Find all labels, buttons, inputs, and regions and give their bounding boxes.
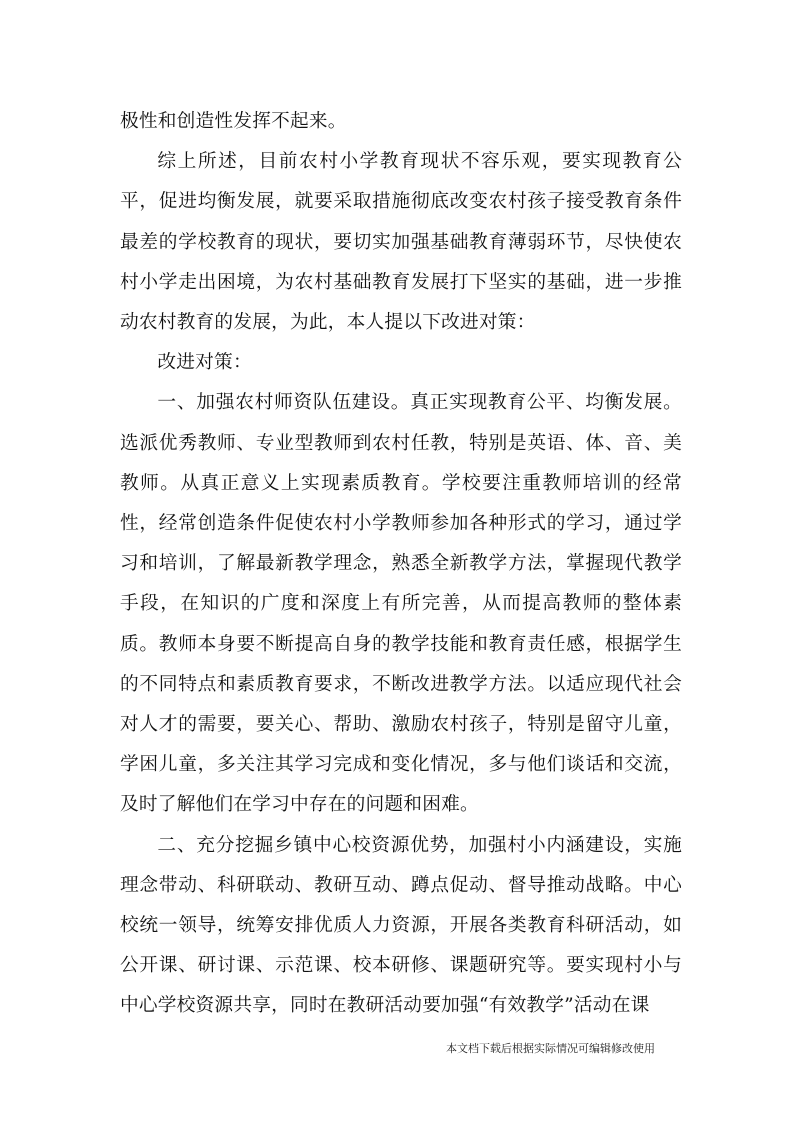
paragraph-summary: 综上所述，目前农村小学教育现状不容乐观，要实现教育公平，促进均衡发展，就要采取措施彻底改变农村孩子接受教育条件最差的学校教育的现状，要切实加强基础教育薄弱环节，尽快使农村小学走出困境，为农村基础教育发展打下坚实的基础，进一步推动农村教育的发展，为此，本人提以下改进对策： [120,151,682,334]
paragraph-measure-two: 二、充分挖掘乡镇中心校资源优势，加强村小内涵建设，实施理念带动、科研联动、教研互动、蹲点促动、督导推动战略。中心校统一领导，统筹安排优质人力资源，开展各类教育科研活动，如公开课、研讨课、示范课、校本研修、课题研究等。要实现村小与中心学校资源共享，同时在教研活动要加强“有效教学”活动在课 [120,834,682,1017]
footer-note: 本文档下载后根据实际情况可编辑修改使用 [446,1042,655,1055]
paragraph-measure-one: 一、加强农村师资队伍建设。真正实现教育公平、均衡发展。选派优秀教师、专业型教师到农村任教，特别是英语、体、音、美教师。从真正意义上实现素质教育。学校要注重教师培训的经常性，经常创造条件促使农村小学教师参加各种形式的学习，通过学习和培训，了解最新教学理念，熟悉全新教学方法，掌握现代教学手段，在知识的广度和深度上有所完善，从而提高教师的整体素质。教师本身要不断提高自身的教学技能和教育责任感，根据学生的不同特点和素质教育要求，不断改进教学方法。以适应现代社会对人才的需要，要关心、帮助、激励农村孩子，特别是留守儿童，学困儿童，多关注其学习完成和变化情况，多与他们谈话和交流，及时了解他们在学习中存在的问题和困难。 [120,392,682,816]
document-body [120,102,682,1027]
paragraph-continuation: 极性和创造性发挥不起来。 [120,111,347,132]
paragraph-heading-measures: 改进对策： [157,352,252,374]
